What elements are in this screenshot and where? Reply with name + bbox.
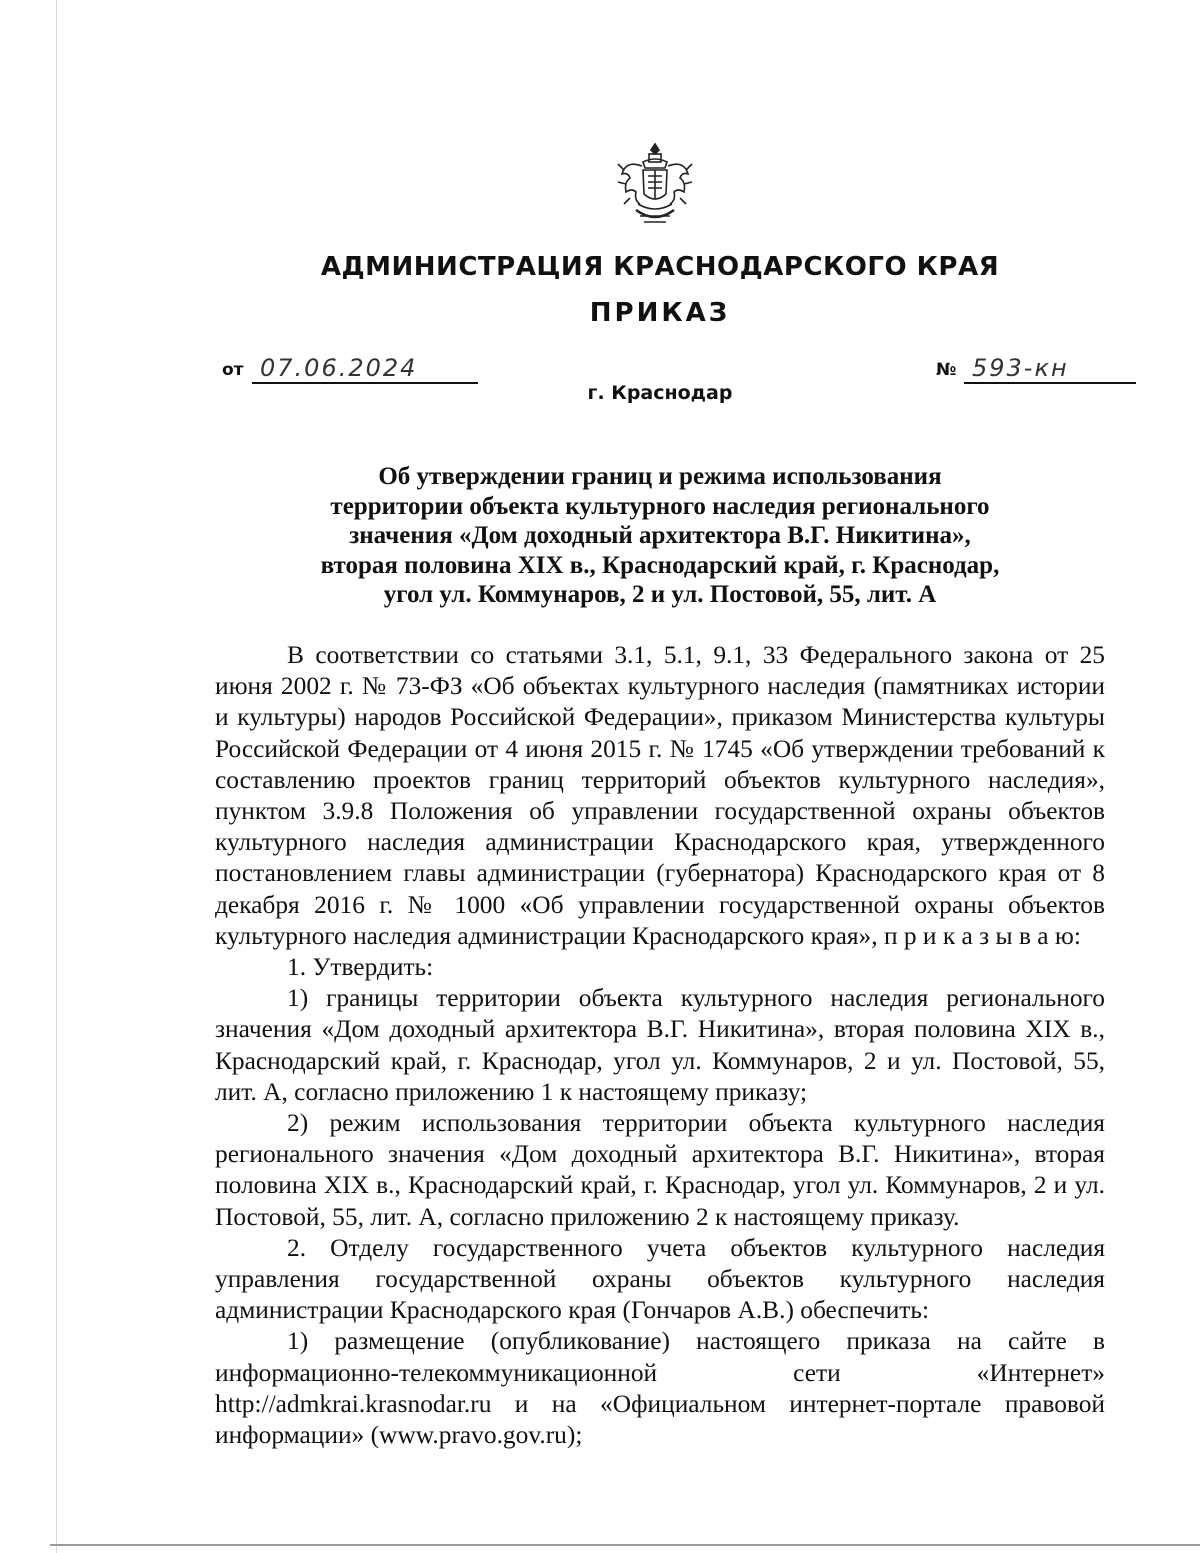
date-prefix: от [222, 360, 244, 380]
item-1-2: 2) режим использования территории объекта культурного наследия регионального значения «Дом доходный архитектора В.Г. Никитина», вторая половина XIX в., Краснодарский край, г. Краснодар, угол ул. Коммунаров, 2 и ул. Постовой, 55, лит. А, согласно приложению 2 к настоящему приказу. [215, 1109, 1105, 1231]
scan-edge-bottom [50, 1544, 1200, 1546]
title-line: вторая половина XIX в., Краснодарский край, г. Краснодар, [320, 551, 1000, 579]
item-2-1: 1) размещение (опубликование) настоящего приказа на сайте в информационно-телекоммуникационной сети «Интернет» http://admkrai.krasnodar.ru и на «Официальном интернет-портале правовой информации» (www.pravo.gov.ru); [215, 1327, 1105, 1450]
title-line: значения «Дом доходный архитектора В.Г. Никитина», [349, 522, 971, 549]
scan-edge-left [56, 0, 57, 1553]
title-line: Об утверждении границ и режима использования [378, 463, 942, 490]
document-body [215, 640, 1105, 1451]
number-handwritten: 593-кн [972, 354, 1069, 382]
title-line: угол ул. Коммунаров, 2 и ул. Постовой, 55, лит. А [383, 581, 937, 608]
item-1: 1. Утвердить: [287, 953, 434, 982]
organization-name: АДМИНИСТРАЦИЯ КРАСНОДАРСКОГО КРАЯ [320, 252, 1000, 282]
preamble-paragraph: В соответствии со статьями 3.1, 5.1, 9.1, 33 Федерального закона от 25 июня 2002 г. № 73-ФЗ «Об объектах культурного наследия (памятниках истории и культуры) народов Российской Федерации», приказом Министерства культуры Российской Федерации от 4 июня 2015 г. № 1745 «Об утверждении требований к составлению проектов границ территорий объектов культурного наследия», пунктом 3.9.8 Положения об управлении государственной охраны объектов культурного наследия администрации Краснодарского края, утвержденного постановлением главы администрации (губернатора) Краснодарского края от 8 декабря 2016 г. № 1000 «Об управлении государственной охраны объектов культурного наследия администрации Краснодарского края», п р и к а з ы в а ю: [215, 641, 1105, 950]
number-prefix: № [936, 360, 957, 380]
item-1-1: 1) границы территории объекта культурного наследия регионального значения «Дом доходный архитектора В.Г. Никитина», вторая половина XIX в., Краснодарский край, г. Краснодар, угол ул. Коммунаров, 2 и ул. Постовой, 55, лит. А, согласно приложению 1 к настоящему приказу; [215, 984, 1105, 1106]
document-type: ПРИКАЗ [589, 298, 731, 328]
document-title [260, 462, 1060, 610]
date-handwritten: 07.06.2024 [260, 354, 418, 382]
coat-of-arms-icon [610, 140, 700, 230]
city: г. Краснодар [587, 382, 733, 404]
item-2: 2. Отделу государственного учета объектов культурного наследия управления государственной охраны объектов культурного наследия администрации Краснодарского края (Гончаров А.В.) обеспечить: [215, 1233, 1105, 1325]
title-line: территории объекта культурного наследия регионального [330, 492, 990, 520]
